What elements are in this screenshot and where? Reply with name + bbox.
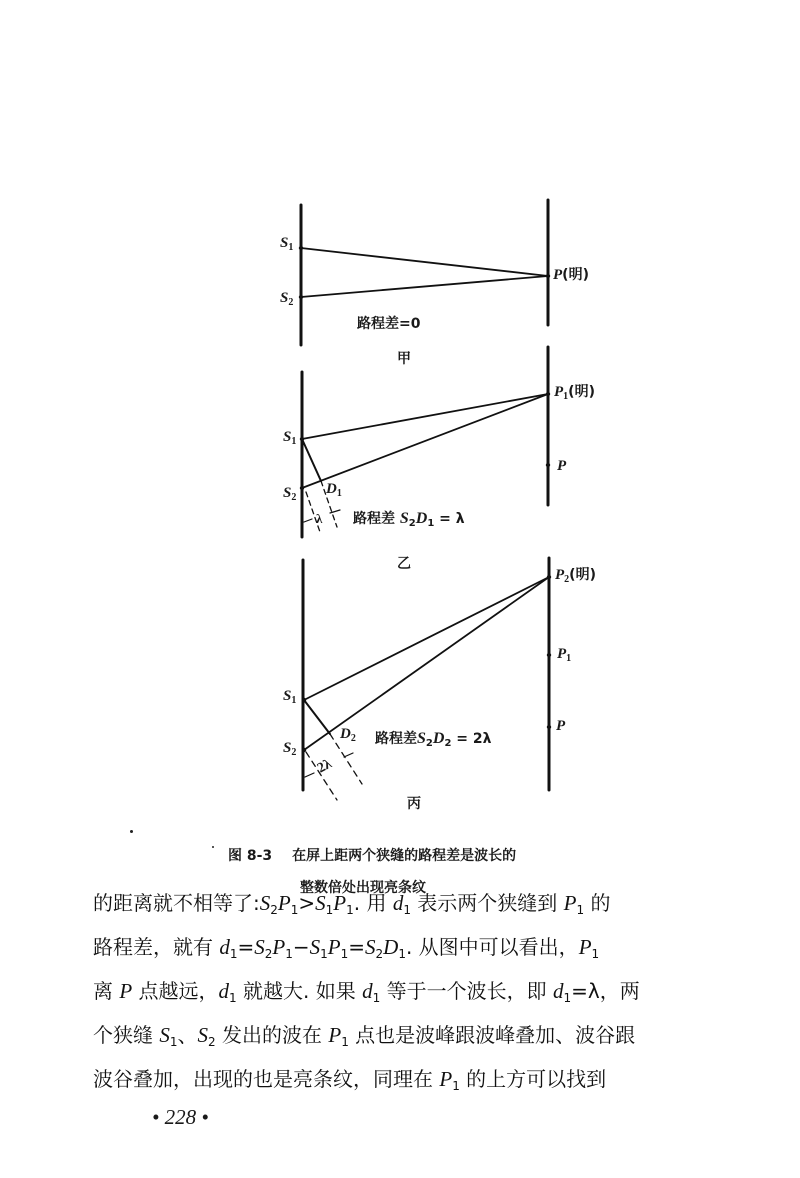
math-symbol: P [277, 891, 291, 915]
label-s1 [280, 236, 293, 253]
label-sub: 2 [288, 297, 294, 308]
math-subscript: 2 [270, 903, 278, 917]
math-symbol: S [309, 935, 321, 959]
text-run: 波谷叠加，出现的也是亮条纹，同理在 [93, 1067, 440, 1091]
path-difference-note [353, 511, 465, 529]
math-subscript: 1 [398, 947, 406, 961]
note-sub: 2 [408, 518, 416, 529]
label-note: (明) [568, 384, 595, 400]
math-subscript: 1 [229, 947, 238, 961]
text-run: 就越大. 如果 [236, 979, 363, 1003]
text-run: 点也是波峰跟波峰叠加、波谷跟 [348, 1023, 636, 1047]
text-run: 表示两个狭缝到 [410, 891, 564, 915]
label-sub: 1 [563, 391, 569, 402]
math-subscript: 1 [290, 903, 299, 917]
text-line [93, 1025, 743, 1052]
math-symbol: P [333, 891, 347, 915]
figure-caption-line1 [228, 845, 516, 865]
figure-caption-line2: 整数倍处出现亮条纹 [300, 880, 426, 896]
text-run: > [298, 891, 316, 915]
caption-text: 在屏上距两个狭缝的路程差是波长的 [292, 848, 517, 864]
text-run: = [237, 935, 255, 959]
note-expr: D [415, 510, 428, 527]
math-subscript: 1 [320, 947, 328, 961]
note-prefix: 路程差 [375, 731, 417, 747]
scan-speck [130, 830, 133, 833]
math-subscript: 1 [403, 903, 411, 917]
label-text: S [283, 429, 292, 445]
math-symbol: P [272, 935, 286, 959]
label-text: S [283, 485, 292, 501]
label-sub: 2 [291, 747, 297, 758]
label-s2 [283, 741, 296, 758]
text-run: 点越远， [132, 979, 219, 1003]
math-symbol: d [392, 891, 404, 915]
math-symbol: P [328, 1023, 342, 1047]
text-run: 、 [177, 1023, 198, 1047]
label-s2 [280, 291, 293, 308]
label-text: P [553, 267, 563, 283]
math-subscript: 2 [375, 947, 384, 961]
note-suffix: = λ [439, 511, 465, 527]
label-p2 [555, 568, 596, 585]
label-sub: 1 [291, 436, 297, 447]
math-symbol: S [159, 1023, 170, 1047]
math-symbol: d [219, 935, 230, 959]
text-run: 个狭缝 [93, 1023, 160, 1047]
text-line [93, 893, 743, 920]
math-symbol: P [327, 935, 341, 959]
math-subscript: 1 [169, 1035, 178, 1049]
label-s2 [283, 486, 296, 503]
text-run: 的距离就不相等了: [93, 891, 260, 915]
math-subscript: 1 [372, 991, 381, 1005]
math-symbol: d [552, 979, 564, 1003]
text-run: 离 [93, 979, 120, 1003]
panel-label-bing: 丙 [407, 796, 421, 812]
label-sub: 2 [291, 492, 297, 503]
label-lambda: λ [316, 511, 323, 526]
label-text: P [554, 384, 564, 400]
text-run: . 从图中可以看出， [405, 935, 579, 959]
math-subscript: 1 [285, 947, 293, 961]
text-run: 路程差，就有 [93, 935, 220, 959]
note-suffix: = 2λ [456, 731, 492, 747]
text-run: 的上方可以找到 [459, 1067, 607, 1091]
math-subscript: 1 [229, 991, 237, 1005]
text-line [93, 937, 743, 964]
text-line [93, 981, 743, 1008]
label-text: S [283, 740, 292, 756]
math-subscript: 1 [340, 947, 349, 961]
label-s1 [283, 689, 296, 706]
label-d1 [326, 482, 342, 499]
panel-label-yi: 乙 [397, 556, 411, 572]
page-number: • 228 • [152, 1105, 209, 1129]
label-text: S [280, 290, 289, 306]
note-expr: D [432, 730, 445, 747]
math-symbol: P [119, 979, 133, 1003]
scan-speck [212, 846, 214, 848]
math-subscript: 1 [563, 991, 572, 1005]
label-sub: 1 [336, 488, 342, 499]
math-subscript: 2 [208, 1035, 216, 1049]
note-expr: S [417, 730, 426, 747]
label-2lambda: 2λ [315, 756, 335, 777]
math-symbol: P [563, 891, 577, 915]
note-prefix: 路程差 [353, 511, 395, 527]
path-difference-note: 路程差=0 [357, 316, 421, 332]
figure-id: 图 8-3 [228, 848, 273, 864]
label-sub: 2 [564, 574, 570, 585]
label-p: P [557, 458, 567, 474]
math-symbol: S [254, 935, 265, 959]
label-note: (明) [569, 567, 596, 583]
label-d2 [340, 727, 356, 744]
math-subscript: 1 [452, 1079, 460, 1093]
note-sub: 2 [425, 738, 433, 749]
text-run: = [348, 935, 366, 959]
text-run: 等于一个波长，即 [380, 979, 553, 1003]
label-text: P [557, 646, 567, 662]
label-text: D [340, 726, 351, 742]
math-subscript: 1 [341, 1035, 349, 1049]
math-subscript: 2 [264, 947, 273, 961]
math-symbol: S [197, 1023, 208, 1047]
math-symbol: P [439, 1067, 453, 1091]
note-sub: 2 [444, 738, 452, 749]
text-run: 发出的波在 [215, 1023, 329, 1047]
panel-label-jia: 甲 [397, 351, 411, 367]
label-sub: 1 [291, 695, 297, 706]
math-subscript: 1 [576, 903, 585, 917]
math-subscript: 1 [591, 947, 600, 961]
math-subscript: 1 [346, 903, 354, 917]
label-p1 [554, 385, 595, 402]
label-sub: 2 [350, 733, 356, 744]
text-run: . 用 [353, 891, 393, 915]
math-symbol: D [383, 935, 399, 959]
text-run: − [292, 935, 310, 959]
label-p: P [556, 718, 566, 734]
note-sub: 1 [427, 518, 435, 529]
label-sub: 1 [288, 242, 294, 253]
label-s1 [283, 430, 296, 447]
math-symbol: P [578, 935, 592, 959]
text-run: 的 [584, 891, 611, 915]
text-line [93, 1069, 743, 1096]
label-p [553, 268, 589, 283]
math-subscript: 1 [325, 903, 334, 917]
math-symbol: d [362, 979, 373, 1003]
text-run: =λ，两 [571, 979, 640, 1003]
math-symbol: S [365, 935, 376, 959]
path-difference-note [375, 731, 492, 749]
label-text: P [555, 567, 565, 583]
label-text: D [326, 481, 337, 497]
math-symbol: S [315, 891, 326, 915]
label-note: (明) [562, 267, 589, 283]
math-symbol: S [259, 891, 271, 915]
math-symbol: d [218, 979, 230, 1003]
label-p1 [557, 647, 571, 664]
note-expr: S [399, 510, 409, 527]
label-text: S [280, 235, 289, 251]
label-text: S [283, 688, 292, 704]
label-sub: 1 [566, 653, 572, 664]
